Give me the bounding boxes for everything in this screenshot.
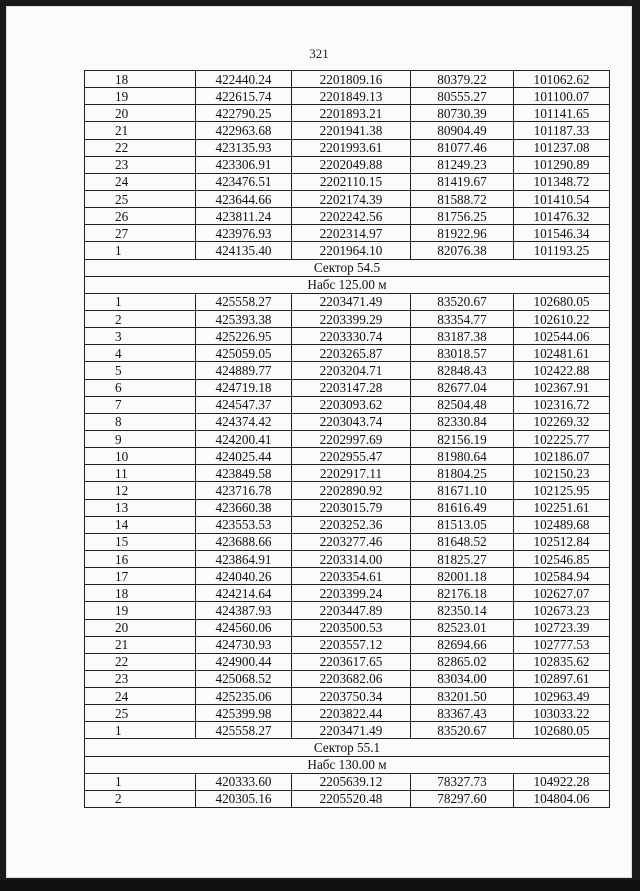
- local-x-cell: 81077.46: [411, 139, 514, 156]
- local-y-cell: 101062.62: [514, 71, 610, 88]
- point-number-cell: 7: [85, 396, 196, 413]
- point-number-cell: 23: [85, 156, 196, 173]
- coord-y-cell: 2203682.06: [292, 670, 411, 687]
- point-number-cell: 1: [85, 293, 196, 310]
- point-number-cell: 12: [85, 482, 196, 499]
- table-row: [85, 722, 610, 739]
- coord-y-cell: 2203265.87: [292, 345, 411, 362]
- table-row: [85, 139, 610, 156]
- local-x-cell: 80730.39: [411, 105, 514, 122]
- table-row: [85, 533, 610, 550]
- point-number-cell: 18: [85, 585, 196, 602]
- table-row: [85, 242, 610, 259]
- coord-y-cell: 2203447.89: [292, 602, 411, 619]
- local-y-cell: 102835.62: [514, 653, 610, 670]
- point-number-cell: 24: [85, 688, 196, 705]
- coord-x-cell: 425399.98: [196, 705, 292, 722]
- coord-x-cell: 424889.77: [196, 362, 292, 379]
- coord-y-cell: 2202314.97: [292, 225, 411, 242]
- coord-y-cell: 2203093.62: [292, 396, 411, 413]
- coord-x-cell: 424374.42: [196, 413, 292, 430]
- local-x-cell: 83520.67: [411, 293, 514, 310]
- table-row: [85, 568, 610, 585]
- point-number-cell: 21: [85, 636, 196, 653]
- point-number-cell: 17: [85, 568, 196, 585]
- coordinates-table: [84, 70, 610, 808]
- local-x-cell: 82677.04: [411, 379, 514, 396]
- local-x-cell: 81980.64: [411, 448, 514, 465]
- coord-x-cell: 423976.93: [196, 225, 292, 242]
- scan-edge: [0, 880, 640, 891]
- coord-x-cell: 423688.66: [196, 533, 292, 550]
- local-x-cell: 81616.49: [411, 499, 514, 516]
- coord-y-cell: 2203399.29: [292, 310, 411, 327]
- coord-x-cell: 424135.40: [196, 242, 292, 259]
- coord-x-cell: 424040.26: [196, 568, 292, 585]
- table-row: [85, 465, 610, 482]
- coord-y-cell: 2203822.44: [292, 705, 411, 722]
- local-x-cell: 82076.38: [411, 242, 514, 259]
- point-number-cell: 13: [85, 499, 196, 516]
- coord-y-cell: 2203147.28: [292, 379, 411, 396]
- coord-y-cell: 2202110.15: [292, 173, 411, 190]
- coord-y-cell: 2205520.48: [292, 790, 411, 807]
- table-row: [85, 550, 610, 567]
- local-y-cell: 102673.23: [514, 602, 610, 619]
- coord-x-cell: 422963.68: [196, 122, 292, 139]
- coordinates-table-body: [85, 71, 610, 808]
- point-number-cell: 2: [85, 790, 196, 807]
- local-y-cell: 102251.61: [514, 499, 610, 516]
- table-row: [85, 293, 610, 310]
- local-x-cell: 83201.50: [411, 688, 514, 705]
- table-row: [85, 122, 610, 139]
- coord-y-cell: 2203617.65: [292, 653, 411, 670]
- local-y-cell: 103033.22: [514, 705, 610, 722]
- sector-header-row: [85, 259, 610, 276]
- local-x-cell: 83018.57: [411, 345, 514, 362]
- local-y-cell: 104922.28: [514, 773, 610, 790]
- point-number-cell: 26: [85, 208, 196, 225]
- coord-y-cell: 2202955.47: [292, 448, 411, 465]
- local-y-cell: 102125.95: [514, 482, 610, 499]
- local-y-cell: 102544.06: [514, 328, 610, 345]
- point-number-cell: 25: [85, 705, 196, 722]
- local-x-cell: 83354.77: [411, 310, 514, 327]
- local-x-cell: 83367.43: [411, 705, 514, 722]
- coord-y-cell: 2203330.74: [292, 328, 411, 345]
- table-row: [85, 173, 610, 190]
- coord-x-cell: 422440.24: [196, 71, 292, 88]
- table-row: [85, 585, 610, 602]
- coord-y-cell: 2203204.71: [292, 362, 411, 379]
- point-number-cell: 24: [85, 173, 196, 190]
- point-number-cell: 10: [85, 448, 196, 465]
- local-x-cell: 81648.52: [411, 533, 514, 550]
- local-y-cell: 102489.68: [514, 516, 610, 533]
- coord-y-cell: 2203557.12: [292, 636, 411, 653]
- coord-y-cell: 2203750.34: [292, 688, 411, 705]
- point-number-cell: 22: [85, 139, 196, 156]
- point-number-cell: 20: [85, 619, 196, 636]
- local-y-cell: 101290.89: [514, 156, 610, 173]
- table-row: [85, 705, 610, 722]
- local-y-cell: 102546.85: [514, 550, 610, 567]
- coord-x-cell: 423306.91: [196, 156, 292, 173]
- point-number-cell: 6: [85, 379, 196, 396]
- coord-y-cell: 2203314.00: [292, 550, 411, 567]
- local-y-cell: 104804.06: [514, 790, 610, 807]
- local-x-cell: 81922.96: [411, 225, 514, 242]
- local-y-cell: 102897.61: [514, 670, 610, 687]
- coord-y-cell: 2202890.92: [292, 482, 411, 499]
- table-row: [85, 396, 610, 413]
- table-row: [85, 413, 610, 430]
- coord-x-cell: 425558.27: [196, 722, 292, 739]
- coord-y-cell: 2201941.38: [292, 122, 411, 139]
- local-y-cell: 101237.08: [514, 139, 610, 156]
- table-row: [85, 190, 610, 207]
- table-row: [85, 448, 610, 465]
- local-x-cell: 81804.25: [411, 465, 514, 482]
- table-row: [85, 225, 610, 242]
- point-number-cell: 16: [85, 550, 196, 567]
- coord-x-cell: 422790.25: [196, 105, 292, 122]
- coord-y-cell: 2202049.88: [292, 156, 411, 173]
- table-row: [85, 602, 610, 619]
- coord-x-cell: 425068.52: [196, 670, 292, 687]
- coord-y-cell: 2203399.24: [292, 585, 411, 602]
- table-row: [85, 499, 610, 516]
- local-y-cell: 101100.07: [514, 88, 610, 105]
- table-row: [85, 670, 610, 687]
- point-number-cell: 15: [85, 533, 196, 550]
- local-x-cell: 82156.19: [411, 430, 514, 447]
- local-x-cell: 82350.14: [411, 602, 514, 619]
- point-number-cell: 25: [85, 190, 196, 207]
- local-y-cell: 102963.49: [514, 688, 610, 705]
- local-y-cell: 102422.88: [514, 362, 610, 379]
- coord-x-cell: 423849.58: [196, 465, 292, 482]
- table-row: [85, 156, 610, 173]
- point-number-cell: 1: [85, 242, 196, 259]
- coord-y-cell: 2201993.61: [292, 139, 411, 156]
- local-y-cell: 101348.72: [514, 173, 610, 190]
- page-number: 321: [309, 46, 329, 61]
- local-x-cell: 78327.73: [411, 773, 514, 790]
- point-number-cell: 5: [85, 362, 196, 379]
- coord-x-cell: 424719.18: [196, 379, 292, 396]
- local-x-cell: 78297.60: [411, 790, 514, 807]
- point-number-cell: 18: [85, 71, 196, 88]
- local-x-cell: 82176.18: [411, 585, 514, 602]
- local-x-cell: 81671.10: [411, 482, 514, 499]
- point-number-cell: 9: [85, 430, 196, 447]
- local-y-cell: 102367.91: [514, 379, 610, 396]
- local-x-cell: 80555.27: [411, 88, 514, 105]
- point-number-cell: 1: [85, 722, 196, 739]
- coord-y-cell: 2202997.69: [292, 430, 411, 447]
- table-row: [85, 688, 610, 705]
- sector-header-row: [85, 739, 610, 756]
- table-row: [85, 790, 610, 807]
- point-number-cell: 3: [85, 328, 196, 345]
- local-y-cell: 101546.34: [514, 225, 610, 242]
- point-number-cell: 19: [85, 88, 196, 105]
- local-y-cell: 102610.22: [514, 310, 610, 327]
- local-x-cell: 81419.67: [411, 173, 514, 190]
- coord-x-cell: 423716.78: [196, 482, 292, 499]
- height-header-row: [85, 276, 610, 293]
- coord-x-cell: 424900.44: [196, 653, 292, 670]
- coord-x-cell: 424214.64: [196, 585, 292, 602]
- table-row: [85, 105, 610, 122]
- point-number-cell: 23: [85, 670, 196, 687]
- coord-x-cell: 420305.16: [196, 790, 292, 807]
- table-row: [85, 482, 610, 499]
- local-x-cell: 81756.25: [411, 208, 514, 225]
- coord-x-cell: 420333.60: [196, 773, 292, 790]
- coord-x-cell: 422615.74: [196, 88, 292, 105]
- local-y-cell: 102150.23: [514, 465, 610, 482]
- point-number-cell: 27: [85, 225, 196, 242]
- local-x-cell: 82504.48: [411, 396, 514, 413]
- table-row: [85, 362, 610, 379]
- table-row: [85, 345, 610, 362]
- point-number-cell: 20: [85, 105, 196, 122]
- height-label: Набс 125.00 м: [85, 276, 610, 293]
- coord-x-cell: 424387.93: [196, 602, 292, 619]
- coord-x-cell: 425393.38: [196, 310, 292, 327]
- coord-x-cell: 424025.44: [196, 448, 292, 465]
- height-header-row: [85, 756, 610, 773]
- coord-y-cell: 2202174.39: [292, 190, 411, 207]
- coord-y-cell: 2202242.56: [292, 208, 411, 225]
- local-y-cell: 101193.25: [514, 242, 610, 259]
- point-number-cell: 14: [85, 516, 196, 533]
- local-y-cell: 102723.39: [514, 619, 610, 636]
- local-y-cell: 101410.54: [514, 190, 610, 207]
- coord-x-cell: 423135.93: [196, 139, 292, 156]
- coord-x-cell: 424547.37: [196, 396, 292, 413]
- coord-y-cell: 2201849.13: [292, 88, 411, 105]
- table-row: [85, 71, 610, 88]
- table-row: [85, 88, 610, 105]
- local-y-cell: 102680.05: [514, 722, 610, 739]
- coord-x-cell: 424560.06: [196, 619, 292, 636]
- coord-y-cell: 2203500.53: [292, 619, 411, 636]
- table-row: [85, 653, 610, 670]
- local-y-cell: 102512.84: [514, 533, 610, 550]
- table-row: [85, 208, 610, 225]
- local-x-cell: 82865.02: [411, 653, 514, 670]
- coord-x-cell: 423553.53: [196, 516, 292, 533]
- local-y-cell: 102316.72: [514, 396, 610, 413]
- point-number-cell: 8: [85, 413, 196, 430]
- local-x-cell: 81513.05: [411, 516, 514, 533]
- table-row: [85, 516, 610, 533]
- local-x-cell: 80904.49: [411, 122, 514, 139]
- local-x-cell: 81249.23: [411, 156, 514, 173]
- coord-y-cell: 2202917.11: [292, 465, 411, 482]
- coord-y-cell: 2201893.21: [292, 105, 411, 122]
- table-row: [85, 636, 610, 653]
- coord-x-cell: 424200.41: [196, 430, 292, 447]
- coord-x-cell: 423476.51: [196, 173, 292, 190]
- local-y-cell: 102777.53: [514, 636, 610, 653]
- local-x-cell: 82001.18: [411, 568, 514, 585]
- coord-y-cell: 2203252.36: [292, 516, 411, 533]
- coord-y-cell: 2205639.12: [292, 773, 411, 790]
- coord-y-cell: 2203471.49: [292, 722, 411, 739]
- local-y-cell: 102225.77: [514, 430, 610, 447]
- coord-x-cell: 425235.06: [196, 688, 292, 705]
- local-y-cell: 102680.05: [514, 293, 610, 310]
- point-number-cell: 11: [85, 465, 196, 482]
- table-row: [85, 430, 610, 447]
- local-x-cell: 82523.01: [411, 619, 514, 636]
- coord-x-cell: 423644.66: [196, 190, 292, 207]
- table-row: [85, 773, 610, 790]
- point-number-cell: 1: [85, 773, 196, 790]
- local-y-cell: 101476.32: [514, 208, 610, 225]
- coord-y-cell: 2203471.49: [292, 293, 411, 310]
- table-row: [85, 328, 610, 345]
- local-y-cell: 102584.94: [514, 568, 610, 585]
- local-x-cell: 81588.72: [411, 190, 514, 207]
- sector-title: Сектор 54.5: [85, 259, 610, 276]
- point-number-cell: 2: [85, 310, 196, 327]
- local-x-cell: 83520.67: [411, 722, 514, 739]
- point-number-cell: 22: [85, 653, 196, 670]
- local-y-cell: 102627.07: [514, 585, 610, 602]
- coord-x-cell: 425226.95: [196, 328, 292, 345]
- local-y-cell: 102186.07: [514, 448, 610, 465]
- coord-x-cell: 423660.38: [196, 499, 292, 516]
- coord-y-cell: 2203354.61: [292, 568, 411, 585]
- coord-x-cell: 423811.24: [196, 208, 292, 225]
- local-y-cell: 102269.32: [514, 413, 610, 430]
- local-x-cell: 82848.43: [411, 362, 514, 379]
- local-y-cell: 101141.65: [514, 105, 610, 122]
- coord-x-cell: 425059.05: [196, 345, 292, 362]
- coord-x-cell: 425558.27: [196, 293, 292, 310]
- table-row: [85, 619, 610, 636]
- height-label: Набс 130.00 м: [85, 756, 610, 773]
- coord-x-cell: 423864.91: [196, 550, 292, 567]
- coord-y-cell: 2203043.74: [292, 413, 411, 430]
- point-number-cell: 19: [85, 602, 196, 619]
- table-row: [85, 310, 610, 327]
- local-x-cell: 83187.38: [411, 328, 514, 345]
- coord-y-cell: 2201964.10: [292, 242, 411, 259]
- local-y-cell: 102481.61: [514, 345, 610, 362]
- local-x-cell: 81825.27: [411, 550, 514, 567]
- coord-y-cell: 2203015.79: [292, 499, 411, 516]
- point-number-cell: 21: [85, 122, 196, 139]
- point-number-cell: 4: [85, 345, 196, 362]
- coord-x-cell: 424730.93: [196, 636, 292, 653]
- table-row: [85, 379, 610, 396]
- sector-title: Сектор 55.1: [85, 739, 610, 756]
- local-x-cell: 82694.66: [411, 636, 514, 653]
- document-page: [6, 6, 632, 878]
- local-x-cell: 83034.00: [411, 670, 514, 687]
- local-x-cell: 82330.84: [411, 413, 514, 430]
- coord-y-cell: 2203277.46: [292, 533, 411, 550]
- local-y-cell: 101187.33: [514, 122, 610, 139]
- coord-y-cell: 2201809.16: [292, 71, 411, 88]
- local-x-cell: 80379.22: [411, 71, 514, 88]
